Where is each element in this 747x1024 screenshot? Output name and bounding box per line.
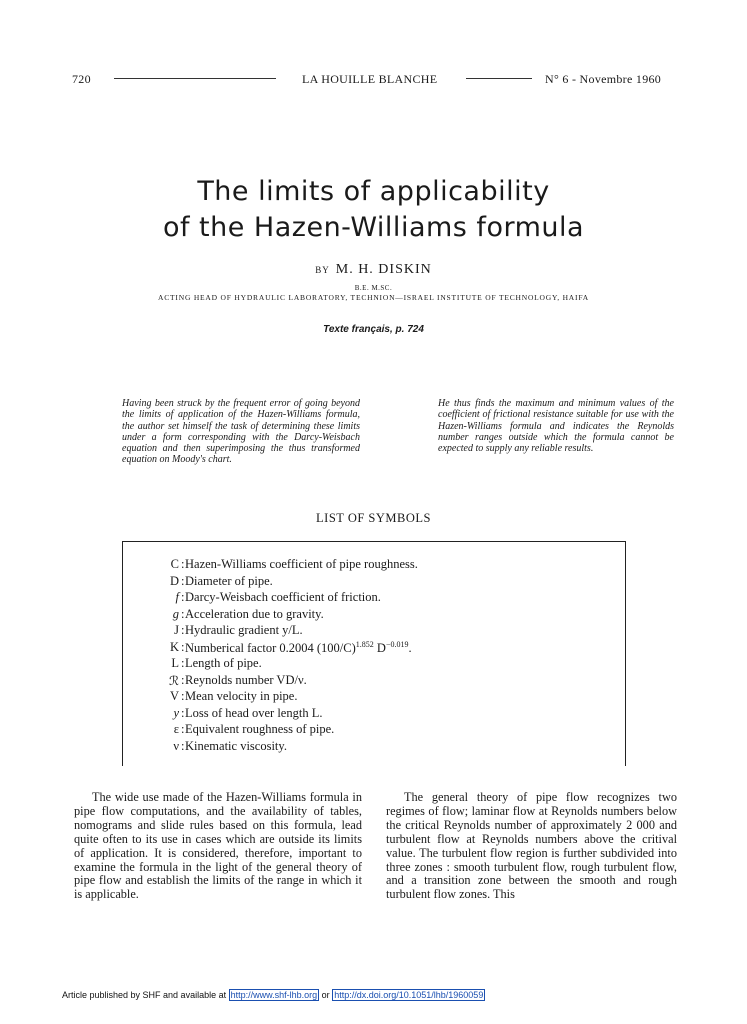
symbol-description <box>185 623 303 638</box>
symbol-description-text: Mean velocity in pipe. <box>185 689 298 703</box>
symbol-colon: : <box>181 639 185 654</box>
symbol-description-text: Hydraulic gradient y/L. <box>185 623 303 637</box>
symbol-key: K <box>169 639 179 654</box>
symbol-description <box>185 689 297 704</box>
symbol-description-text: Loss of head over length L. <box>185 705 323 720</box>
symbol-description-text: Kinematic viscosity. <box>185 738 287 753</box>
symbol-colon: : <box>181 722 185 736</box>
symbol-key: ℛ <box>169 673 179 688</box>
symbols-box <box>122 541 626 766</box>
symbol-description-text: Length of pipe. <box>185 656 262 670</box>
symbol-description-text: Numberical factor 0.2004 (100/C) <box>185 640 356 655</box>
symbol-description-text: Darcy-Weisbach coefficient of friction. <box>185 590 381 604</box>
header-rule-right <box>466 78 532 79</box>
symbol-colon: : <box>181 557 185 571</box>
symbol-description <box>185 656 262 671</box>
author-degree: B.E. M.SC. <box>354 284 393 292</box>
title-line-1: The limits of applicability <box>197 176 550 207</box>
symbol-description <box>185 607 324 622</box>
page-number: 720 <box>72 72 91 86</box>
symbol-description-text: Acceleration due to gravity. <box>185 606 324 621</box>
symbol-description <box>185 673 307 688</box>
footer-link-doi[interactable]: http://dx.doi.org/10.1051/lhb/1960059 <box>334 990 484 1000</box>
symbol-key: C <box>170 557 179 571</box>
abstract-right-text: He thus finds the maximum and minimum values of the coefficient of frictional resistance suitable for use with the Hazen-Williams formula and indicates the Reynolds number ranges outside which the formula cannot be expected to supply any reliable results. <box>438 398 674 455</box>
issue-label: N° 6 - Novembre 1960 <box>545 72 662 86</box>
french-text-link[interactable]: Texte français, p. 724 <box>323 324 424 335</box>
footer <box>62 990 485 1000</box>
symbol-colon: : <box>181 689 185 703</box>
symbol-key: L <box>171 656 179 670</box>
author-affiliation: ACTING HEAD OF HYDRAULIC LABORATORY, TECHNION—ISRAEL INSTITUTE OF TECHNOLOGY, HAIFA <box>158 293 589 302</box>
symbol-description-end: . <box>408 640 412 655</box>
body-column-left <box>74 791 362 902</box>
symbol-colon: : <box>181 606 185 621</box>
symbol-description-mid: D <box>373 640 386 655</box>
abstract-left <box>122 398 360 466</box>
symbol-description-text: Diameter of pipe. <box>185 573 273 588</box>
symbol-description <box>185 590 381 605</box>
footer-or: or <box>321 990 330 1000</box>
symbol-colon: : <box>181 573 185 588</box>
symbol-description <box>185 706 322 721</box>
symbol-description-text: Equivalent roughness of pipe. <box>185 722 335 736</box>
symbol-description <box>185 574 273 589</box>
symbol-description <box>185 739 287 754</box>
symbol-colon: : <box>181 623 185 637</box>
symbol-colon: : <box>181 672 185 687</box>
symbol-colon: : <box>181 656 185 670</box>
symbol-colon: : <box>181 590 185 604</box>
symbol-colon: : <box>181 738 185 753</box>
title-line-2: of the Hazen-Williams formula <box>162 212 585 243</box>
symbol-key: V <box>169 689 179 703</box>
symbol-key: f <box>175 590 179 604</box>
symbol-key: g <box>172 606 179 621</box>
symbol-description <box>185 640 412 656</box>
body-right-text: The general theory of pipe flow recognizes two regimes of flow; laminar flow at Reynolds numbers below the critical Reynolds number of approximately 2 000 and turbulent flow at Reynolds numbers above the critival value. The turbulent flow region is further subdivided into three zones : smooth turbulent flow, rough turbulent flow, and a transition zone between the smooth and rough turbulent flow zones. This <box>386 790 677 902</box>
symbol-key: D <box>169 573 179 588</box>
body-left-text: The wide use made of the Hazen-Williams formula in pipe flow computations, and the availability of tables, nomograms and slide rules based on this formula, lead quite often to its use in cases which are outside its limits of application. It is considered, therefore, important to examine the formula in the light of the general theory of pipe flow and establish the limits of the range in which it is applicable. <box>74 790 362 902</box>
footer-prefix: Article published by SHF and available at <box>62 990 227 1000</box>
symbol-description <box>185 557 418 572</box>
byline <box>0 262 747 278</box>
symbol-colon: : <box>181 705 185 720</box>
symbol-exponent: 1.852 <box>355 639 374 649</box>
journal-name: LA HOUILLE BLANCHE <box>302 72 438 86</box>
header-rule-left <box>114 78 276 79</box>
body-column-right <box>386 791 677 902</box>
footer-link-shf[interactable]: http://www.shf-lhb.org <box>230 990 318 1000</box>
symbols-heading: LIST OF SYMBOLS <box>316 511 431 525</box>
abstract-left-text: Having been struck by the frequent error of going beyond the limits of application of the Hazen-Williams formula, the author set himself the task of determining these limits under a form corresponding with the Darcy-Weisbach equation and then superimposing the thus transformed equation on Moody's chart. <box>122 398 360 466</box>
symbol-key: ν <box>173 738 179 753</box>
symbol-description-text: Reynolds number VD/ν. <box>185 672 307 687</box>
author-name: M. H. DISKIN <box>335 262 432 277</box>
symbol-key: y <box>173 705 179 720</box>
symbol-description <box>185 722 334 737</box>
symbol-exponent: −0.019 <box>385 639 409 649</box>
symbol-description-text: Hazen-Williams coefficient of pipe roughness. <box>185 557 418 571</box>
symbol-key: ε <box>173 722 179 736</box>
abstract-right <box>438 398 674 454</box>
symbol-key: J <box>174 623 179 637</box>
byline-by: BY <box>315 265 330 275</box>
